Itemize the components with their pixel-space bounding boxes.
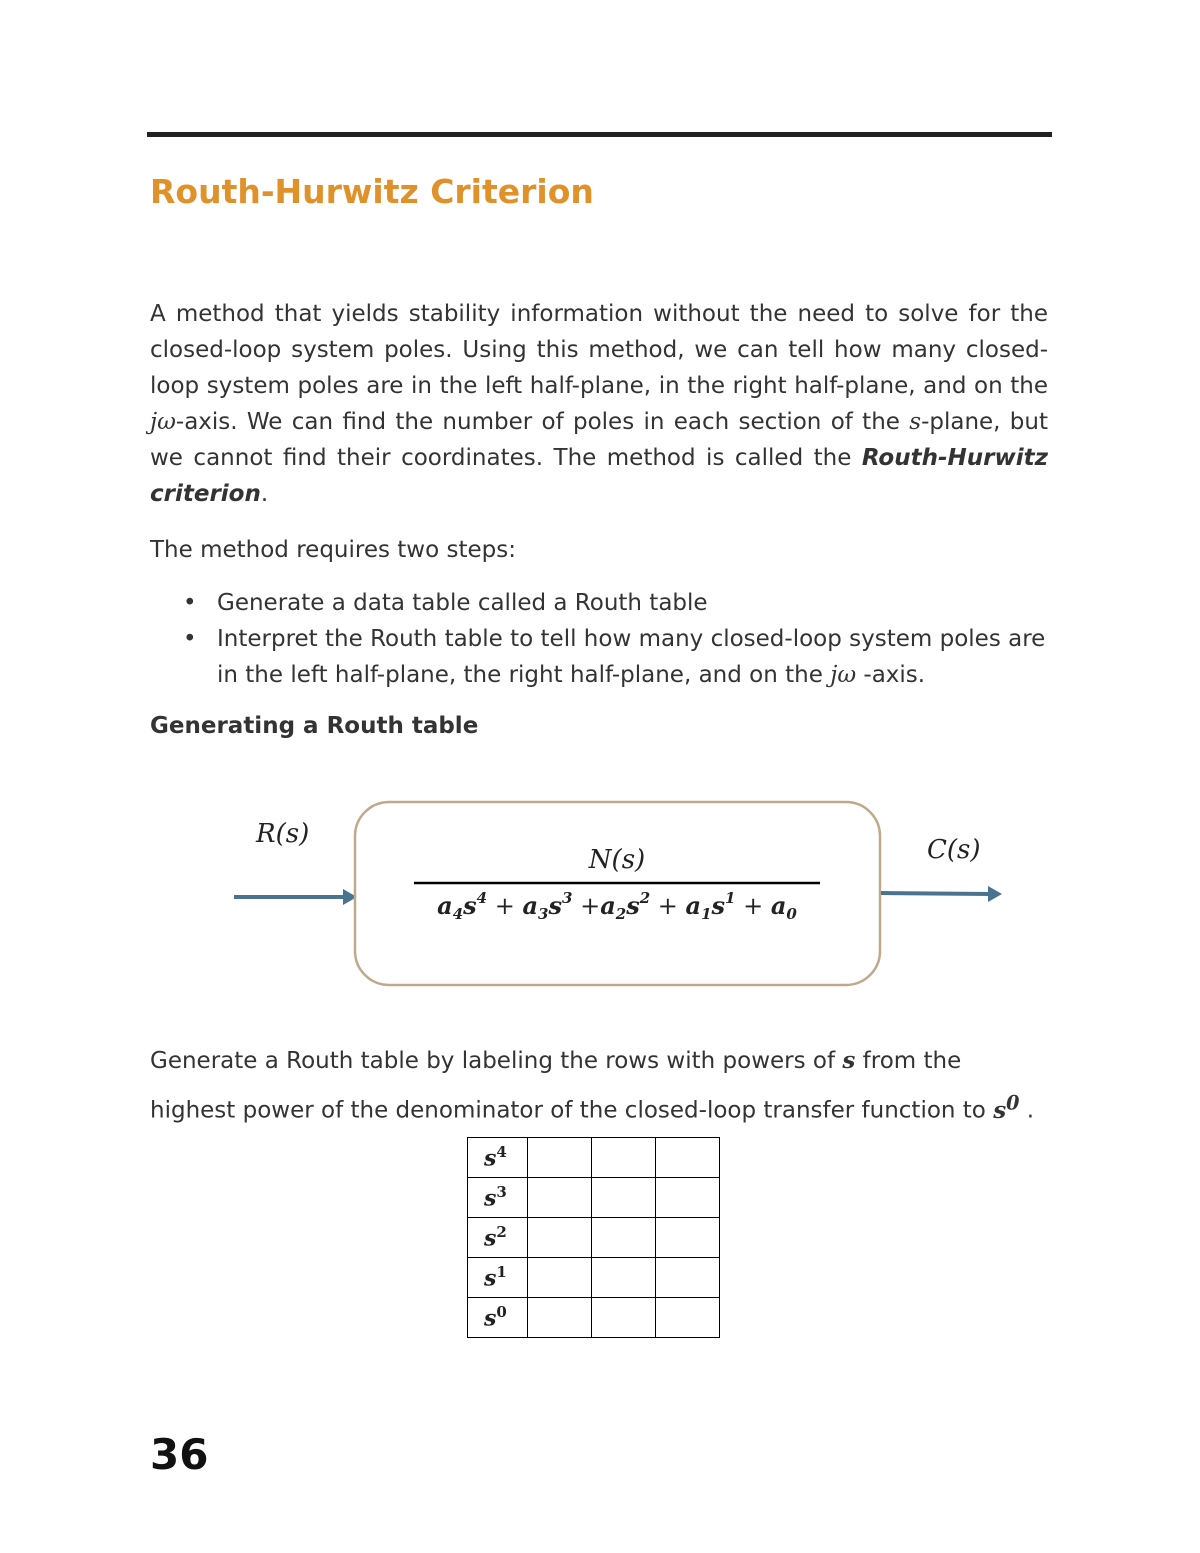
s0-symbol: $s^0$ xyxy=(993,1091,1020,1124)
row-label-s1: $s^1$ xyxy=(468,1258,528,1298)
s-symbol: s xyxy=(909,409,922,435)
table-cell xyxy=(656,1298,720,1338)
table-cell xyxy=(592,1138,656,1178)
header-rule xyxy=(147,132,1052,137)
table-cell xyxy=(592,1218,656,1258)
steps-list xyxy=(150,585,1048,693)
intro-paragraph: A method that yields stability information without the need to solve for the closed-loop system poles. Using this method, we can tell how many closed-loop system poles are in the left half-plane, in the right half-plane, and on the jω-axis. We can find the number of poles in each section of the s-plane, but we cannot find their coordinates. The method is called the Routh-Hurwitz criterion. xyxy=(150,301,1048,507)
page-title: Routh-Hurwitz Criterion xyxy=(150,172,594,211)
output-label: C(s) xyxy=(927,835,981,865)
input-label: R(s) xyxy=(256,819,310,849)
routh-table xyxy=(467,1137,720,1338)
row-label-s2: $s^2$ xyxy=(468,1218,528,1258)
table-cell xyxy=(528,1178,592,1218)
bullet-icon: • xyxy=(183,626,197,652)
table-cell xyxy=(656,1218,720,1258)
table-row xyxy=(468,1258,720,1298)
table-cell xyxy=(528,1138,592,1178)
output-arrowhead-icon xyxy=(988,886,1002,902)
section-heading: Generating a Routh table xyxy=(150,713,479,739)
table-cell xyxy=(528,1218,592,1258)
table-cell xyxy=(528,1258,592,1298)
table-cell xyxy=(528,1298,592,1338)
row-label-s3: $s^3$ xyxy=(468,1178,528,1218)
table-row xyxy=(468,1178,720,1218)
page-number: 36 xyxy=(150,1430,209,1479)
table-row xyxy=(468,1138,720,1178)
output-arrow-line xyxy=(881,893,990,894)
table-cell xyxy=(592,1258,656,1298)
denominator: $a_4s^4 + a_3s^3 +a_2s^2 + a_1s^1 + a_0$ xyxy=(437,889,797,923)
transfer-function-box xyxy=(355,802,880,985)
block-diagram xyxy=(0,780,1200,1000)
table-row xyxy=(468,1298,720,1338)
steps-intro: The method requires two steps: xyxy=(150,537,516,563)
row-label-s4: $s^4$ xyxy=(468,1138,528,1178)
numerator: N(s) xyxy=(588,845,646,875)
table-cell xyxy=(592,1298,656,1338)
bullet-icon: • xyxy=(183,590,197,616)
instruction-paragraph: Generate a Routh table by labeling the rows with powers of s from the highest power of the denominator of the closed-loop transfer function to $s^0$ . xyxy=(150,1047,1035,1124)
jw-symbol: jω xyxy=(150,409,176,435)
table-cell xyxy=(656,1178,720,1218)
table-cell xyxy=(656,1258,720,1298)
list-item: • Interpret the Routh table to tell how many closed-loop system poles are in the left half-plane, the right half-plane, and on the jω -axis. xyxy=(150,621,1048,693)
list-item: • Generate a data table called a Routh table xyxy=(150,585,1048,621)
table-row xyxy=(468,1218,720,1258)
method-name: Routh-Hurwitz criterion xyxy=(150,445,1048,507)
table-cell xyxy=(592,1178,656,1218)
row-label-s0: $s^0$ xyxy=(468,1298,528,1338)
table-cell xyxy=(656,1138,720,1178)
